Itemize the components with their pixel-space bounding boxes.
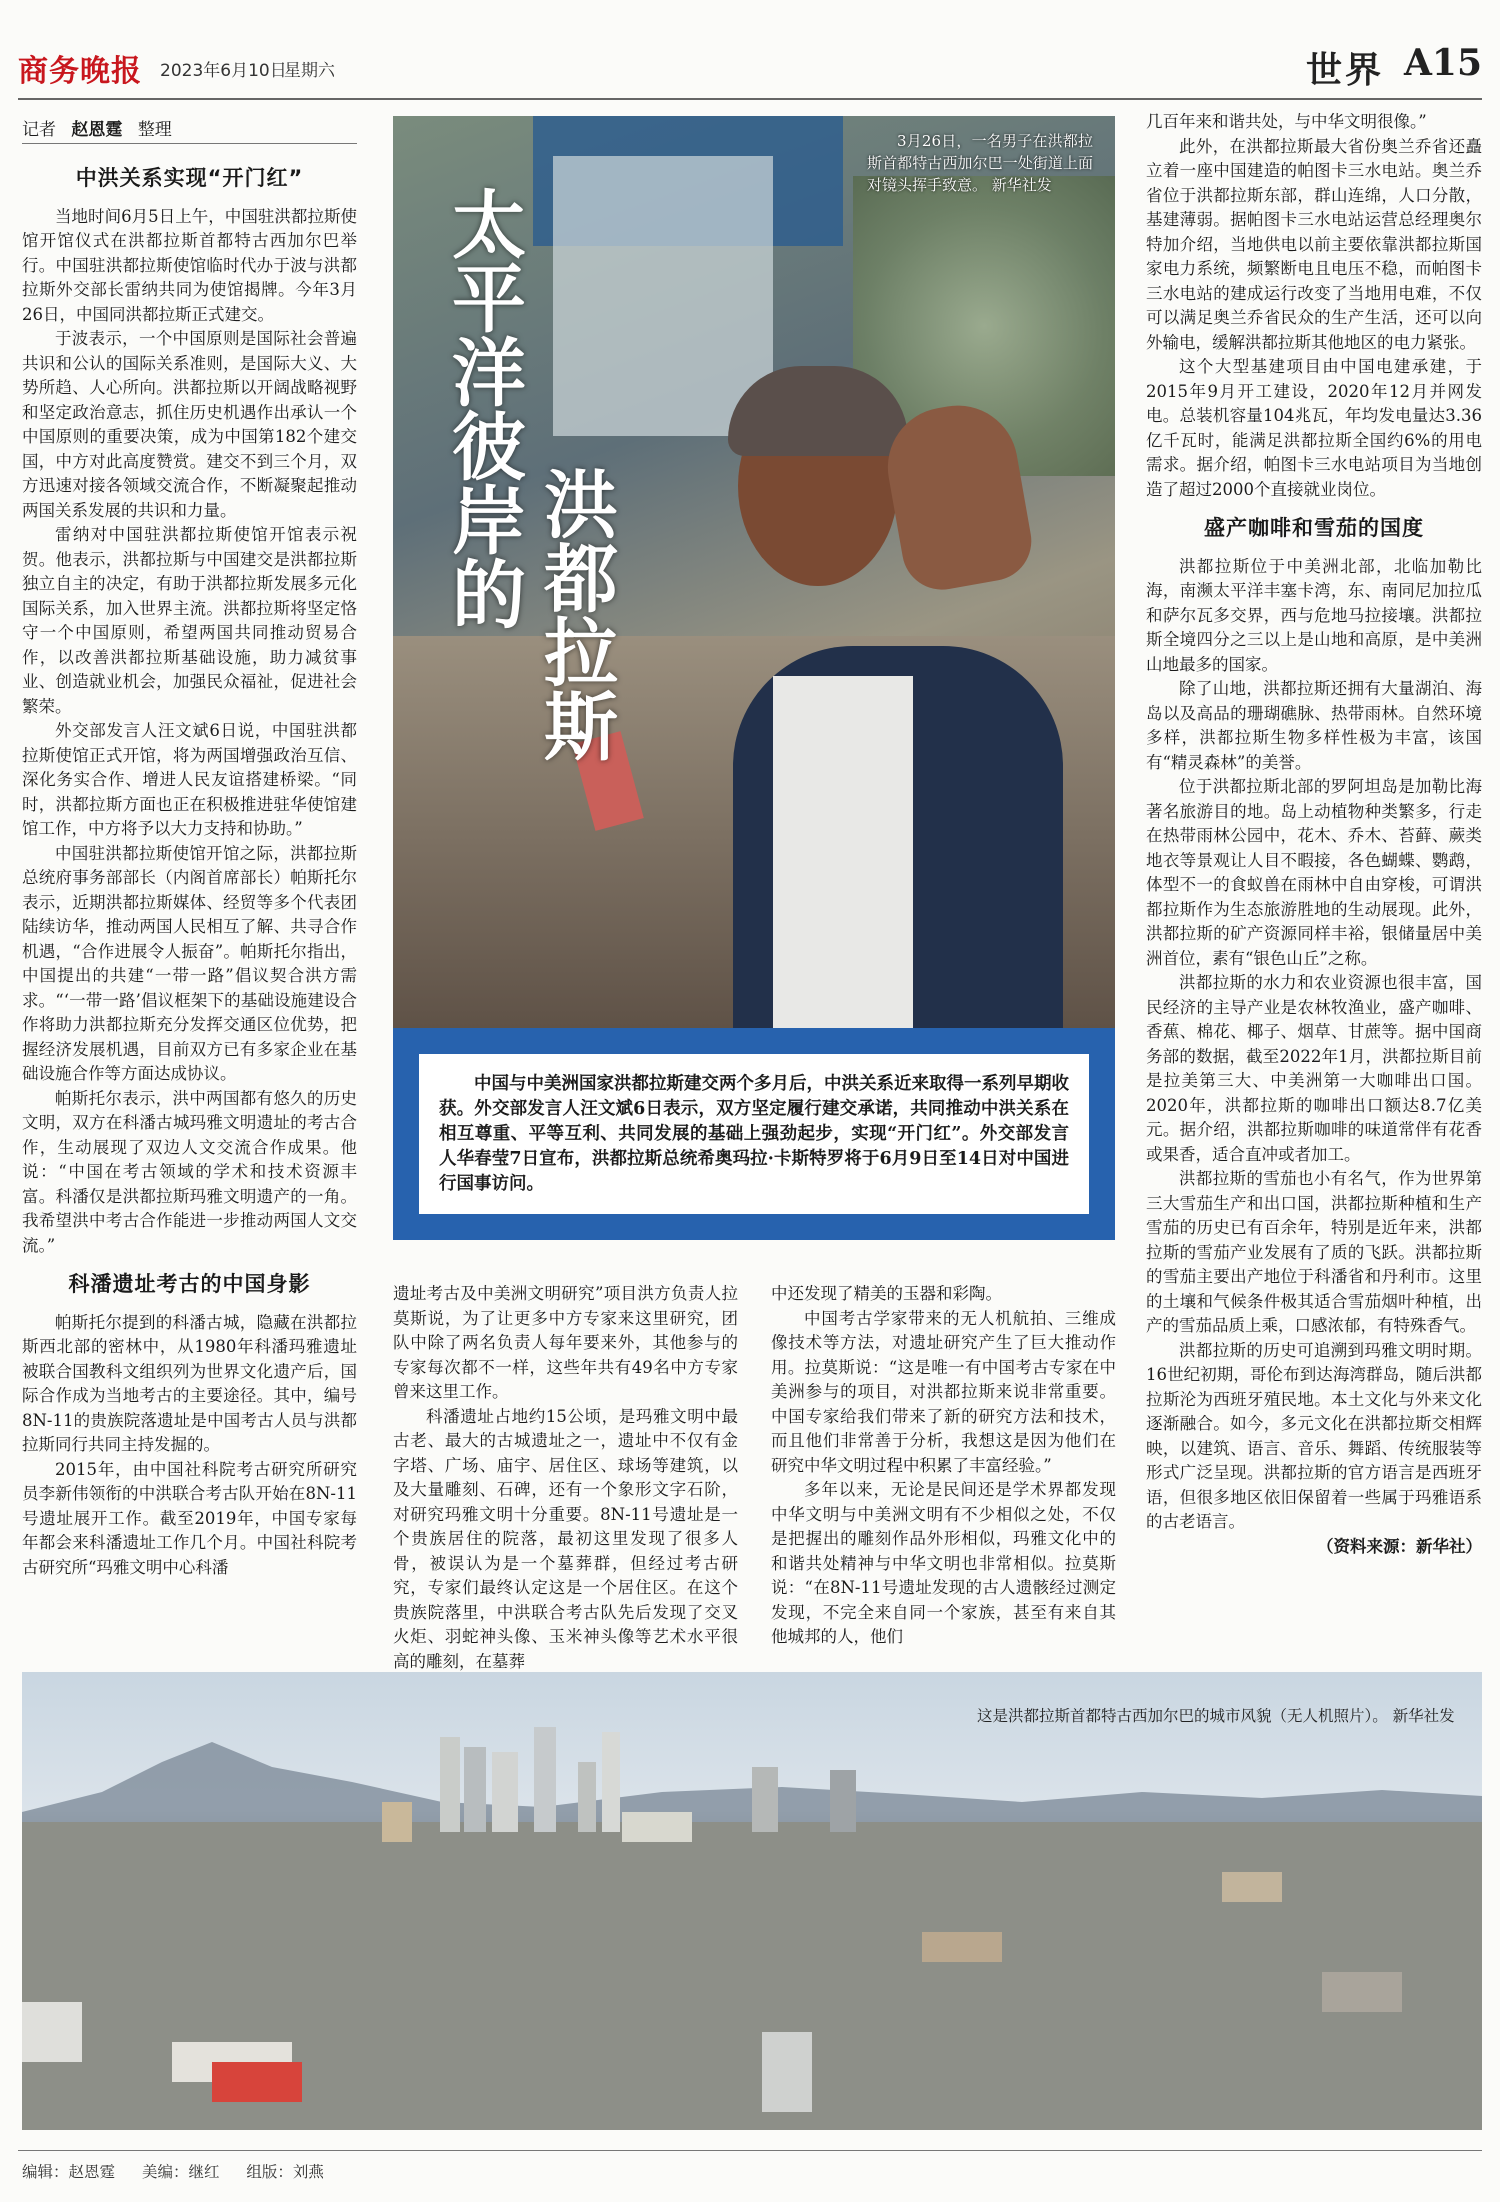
article-middle-column-1 [393, 1282, 738, 1674]
paragraph: 科潘遗址占地约15公顷，是玛雅文明中最古老、最大的古城遗址之一，遗址中不仅有金字塔、广场、庙宇、居住区、球场等建筑，以及大量雕刻、石碑，还有一个象形文字石阶，对研究玛雅文明十分重要。8N-11号遗址是一个贵族居住的院落，最初这里发现了很多人骨，被误认为是一个墓葬群，但经过考古研究，专家们最终认定这是一个居住区。在这个贵族院落里，中洪联合考古队先后发现了交叉火炬、羽蛇神头像、玉米神头像等艺术水平很高的雕刻，在墓葬 [393, 1406, 738, 1671]
source-note: （资料来源：新华社） [1317, 1536, 1482, 1556]
paragraph: 于波表示，一个中国原则是国际社会普遍共识和公认的国际关系准则，是国际大义、大势所趋、人心所向。洪都拉斯以开阔战略视野和坚定政治意志，抓住历史机遇作出承认一个中国原则的重要决策，成为中国第182个建交国，中方对此高度赞赏。建交不到三个月，双方迅速对接各领域交流合作，不断凝聚起推动两国关系发展的共识和力量。 [22, 329, 357, 520]
reporter-label: 记者 [22, 120, 56, 140]
paragraph: 中还发现了精美的玉器和彩陶。 [771, 1284, 1002, 1303]
paragraph: 当地时间6月5日上午，中国驻洪都拉斯使馆开馆仪式在洪都拉斯首都特古西加尔巴举行。中国驻洪都拉斯使馆临时代办于波与洪都拉斯外交部长雷纳共同为使馆揭牌。今年3月26日，中国同洪都拉斯正式建交。 [22, 206, 357, 324]
masthead [18, 38, 1482, 91]
paragraph: 2015年，由中国社科院考古研究所研究员李新伟领衔的中洪联合考古队开始在8N-11号遗址展开工作。截至2019年，中国专家每年都会来科潘遗址工作几个月。中国社科院考古研究所“玛雅文明中心科潘 [22, 1459, 357, 1577]
paragraph: 外交部发言人汪文斌6日说，中国驻洪都拉斯使馆正式开馆，将为两国增强政治互信、深化务实合作、增进人民友谊搭建桥梁。“同时，洪都拉斯方面也正在积极推进驻华使馆建馆工作，中方将予以大力支持和协助。” [22, 721, 357, 838]
paragraph: 遗址考古及中美洲文明研究”项目洪方负责人拉莫斯说，为了让更多中方专家来这里研究，团队中除了两名负责人每年要来外，其他参与的专家每次都不一样，这些年共有49名中方专家曾来这里工作。 [393, 1284, 738, 1401]
paragraph: 除了山地，洪都拉斯还拥有大量湖泊、海岛以及高品的珊瑚礁脉、热带雨林。自然环境多样，洪都拉斯生物多样性极为丰富，该国有“精灵森林”的美誉。 [1146, 679, 1482, 772]
layout-credit: 组版：刘燕 [246, 2163, 324, 2181]
footer-rule [18, 2150, 1482, 2151]
reporter-role: 整理 [137, 120, 172, 140]
paragraph: 洪都拉斯位于中美洲北部，北临加勒比海，南濒太平洋丰塞卡湾，东、南同尼加拉瓜和萨尔瓦多交界，西与危地马拉接壤。洪都拉斯全境四分之三以上是山地和高原，是中美洲山地最多的国家。 [1146, 556, 1482, 674]
paragraph: 洪都拉斯的历史可追溯到玛雅文明时期。16世纪初期，哥伦布到达海湾群岛，随后洪都拉斯沦为西班牙殖民地。本土文化与外来文化逐渐融合。如今，多元文化在洪都拉斯交相辉映，以建筑、语言、音乐、舞蹈、传统服装等形式广泛呈现。洪都拉斯的官方语言是西班牙语，但很多地区依旧保留着一些属于玛雅语系的古老语言。 [1146, 1340, 1482, 1531]
paragraph: 洪都拉斯的水力和农业资源也很丰富，国民经济的主导产业是农林牧渔业，盛产咖啡、香蕉、棉花、椰子、烟草、甘蔗等。据中国商务部的数据，截至2022年1月，洪都拉斯目前是拉美第三大、中美洲第一大咖啡出口国。2020年，洪都拉斯的咖啡出口额达8.7亿美元。据介绍，洪都拉斯咖啡的味道常伴有花香或果香，适合直冲或者加工。 [1146, 973, 1482, 1164]
article-right-column [1146, 110, 1482, 1559]
page-number: A15 [1403, 42, 1482, 84]
masthead-rule [18, 98, 1482, 100]
paragraph: 中国驻洪都拉斯使馆开馆之际，洪都拉斯总统府事务部部长（内阁首席部长）帕斯托尔表示，近期洪都拉斯媒体、经贸等多个代表团陆续访华，推动两国人民相互了解、共寻合作机遇，“合作进展令人振奋”。帕斯托尔指出，中国提出的共建“一带一路”倡议契合洪方需求。“‘一带一路’倡议框架下的基础设施建设合作将助力洪都拉斯充分发挥交通区位优势，把握经济发展机遇，目前双方已有多家企业在基础设施合作等方面达成协议。 [22, 843, 357, 1083]
paragraph: 中国考古学家带来的无人机航拍、三维成像技术等方法，对遗址研究产生了巨大推动作用。拉莫斯说：“这是唯一有中国考古专家在中美洲参与的项目，对洪都拉斯来说非常重要。中国专家给我们带来了新的研究方法和技术，而且他们非常善于分析，我想这是因为他们在研究中华文明过程中积累了丰富经验。” [771, 1308, 1116, 1475]
footer-credits [22, 2160, 346, 2182]
section-heading: 中洪关系实现“开门红” [75, 166, 304, 190]
lead-summary: 中国与中美洲国家洪都拉斯建交两个多月后，中洪关系近来取得一系列早期收获。外交部发言人汪文斌6日表示，双方坚定履行建交承诺，共同推动中洪关系在相互尊重、平等互利、共同发展的基础上强劲起步，实现“开门红”。外交部发言人华春莹7日宣布，洪都拉斯总统希奥玛拉·卡斯特罗将于6月9日至14日对中国进行国事访问。 [419, 1054, 1089, 1214]
article-left-column [22, 152, 357, 1580]
paragraph: 洪都拉斯的雪茄也小有名气，作为世界第三大雪茄生产和出口国，洪都拉斯种植和生产雪茄的历史已有百余年，特别是近年来，洪都拉斯的雪茄产业发展有了质的飞跃。洪都拉斯的雪茄主要出产地位于科潘省和丹利市。这里的土壤和气候条件极其适合雪茄烟叶种植，出产的雪茄品质上乘，口感浓郁，有特殊香气。 [1146, 1169, 1482, 1335]
paragraph: 雷纳对中国驻洪都拉斯使馆开馆表示祝贺。他表示，洪都拉斯与中国建交是洪都拉斯独立自主的决定，有助于洪都拉斯发展多元化国际关系，加入世界主流。洪都拉斯将坚定恪守一个中国原则，希望两国共同推动贸易合作，以改善洪都拉斯基础设施，助力减贫事业、创造就业机会，加强民众福祉，促进社会繁荣。 [22, 525, 357, 716]
paragraph: 这个大型基建项目由中国电建承建，于2015年9月开工建设，2020年12月并网发电。总装机容量104兆瓦，年均发电量达3.36亿千瓦时，能满足洪都拉斯全国约6%的用电需求。据介绍，帕图卡三水电站项目为当地创造了超过2000个直接就业岗位。 [1146, 357, 1482, 499]
city-aerial-photo [22, 1672, 1482, 2130]
paragraph: 帕斯托尔提到的科潘古城，隐藏在洪都拉斯西北部的密林中，从1980年科潘玛雅遗址被联合国教科文组织列为世界文化遗产后，国际合作成为当地考古的主要途径。其中，编号8N-11的贵族院落遗址是中国考古人员与洪都拉斯同行共同主持发掘的。 [22, 1312, 357, 1454]
paragraph: 帕斯托尔表示，洪中两国都有悠久的历史文明，双方在科潘古城玛雅文明遗址的考古合作，生动展现了双边人文交流合作成果。他说：“中国在考古领域的学术和技术资源丰富。科潘仅是洪都拉斯玛雅文明遗产的一角。我希望洪中考古合作能进一步推动两国人文交流。” [22, 1088, 357, 1255]
art-editor-credit: 美编：继红 [141, 2163, 220, 2181]
paragraph: 几百年来和谐共处，与中华文明很像。” [1146, 112, 1427, 131]
paragraph: 此外，在洪都拉斯最大省份奥兰乔省还矗立着一座中国建造的帕图卡三水电站。奥兰乔省位于洪都拉斯东部，群山连绵，人口分散，基建薄弱。据帕图卡三水电站运营总经理奥尔特加介绍，当地供电以前主要依靠洪都拉斯国家电力系统，频繁断电且电压不稳，而帕图卡三水电站的建成运行改变了当地用电难，不仅可以满足奥兰乔省民众的生产生活，还可以向外输电，缓解洪都拉斯其他地区的电力紧张。 [1146, 136, 1482, 352]
byline [22, 115, 357, 144]
reporter-name: 赵恩霆 [71, 120, 123, 140]
publication-weekday: 星期六 [284, 61, 335, 81]
paragraph: 位于洪都拉斯北部的罗阿坦岛是加勒比海著名旅游目的地。岛上动植物种类繁多，行走在热带雨林公园中，花木、乔木、苔藓、蕨类地衣等景观让人目不暇接，各色蝴蝶、鹦鹉，体型不一的食蚁兽在雨林中自由穿梭，可谓洪都拉斯作为生态旅游胜地的生动展现。此外，洪都拉斯的矿产资源同样丰裕，银储量居中美洲首位，素有“银色山丘”之称。 [1146, 777, 1482, 968]
editor-credit: 编辑：赵恩霆 [22, 2163, 116, 2181]
article-middle-column-2 [771, 1282, 1116, 1650]
section-name: 世界 [1305, 49, 1384, 91]
newspaper-logo: 商务晚报 [18, 54, 142, 89]
headline-line-2: 洪都拉斯 [532, 466, 618, 762]
headline-line-1: 太平洋彼岸的 [440, 186, 526, 630]
hero-photo [393, 116, 1115, 1028]
publication-date: 2023年6月10日 [160, 61, 287, 81]
paragraph: 多年以来，无论是民间还是学术界都发现中华文明与中美洲文明有不少相似之处，不仅是把握出的雕刻作品外形相似，玛雅文化中的和谐共处精神与中华文明也非常相似。拉莫斯说：“在8N-11号遗址发现的古人遗骸经过测定发现，不完全来自同一个家族，甚至有来自其他城邦的人，他们 [771, 1480, 1116, 1646]
section-heading: 科潘遗址考古的中国身影 [68, 1272, 311, 1296]
city-photo-caption: 这是洪都拉斯首都特古西加尔巴的城市风貌（无人机照片）。 新华社发 [977, 1707, 1455, 1725]
hero-photo-caption: 3月26日，一名男子在洪都拉斯首都特古西加尔巴一处街道上面对镜头挥手致意。 新华社发 [867, 132, 1093, 194]
city-skyline [22, 1672, 1482, 2130]
section-heading: 盛产咖啡和雪茄的国度 [1204, 516, 1424, 540]
